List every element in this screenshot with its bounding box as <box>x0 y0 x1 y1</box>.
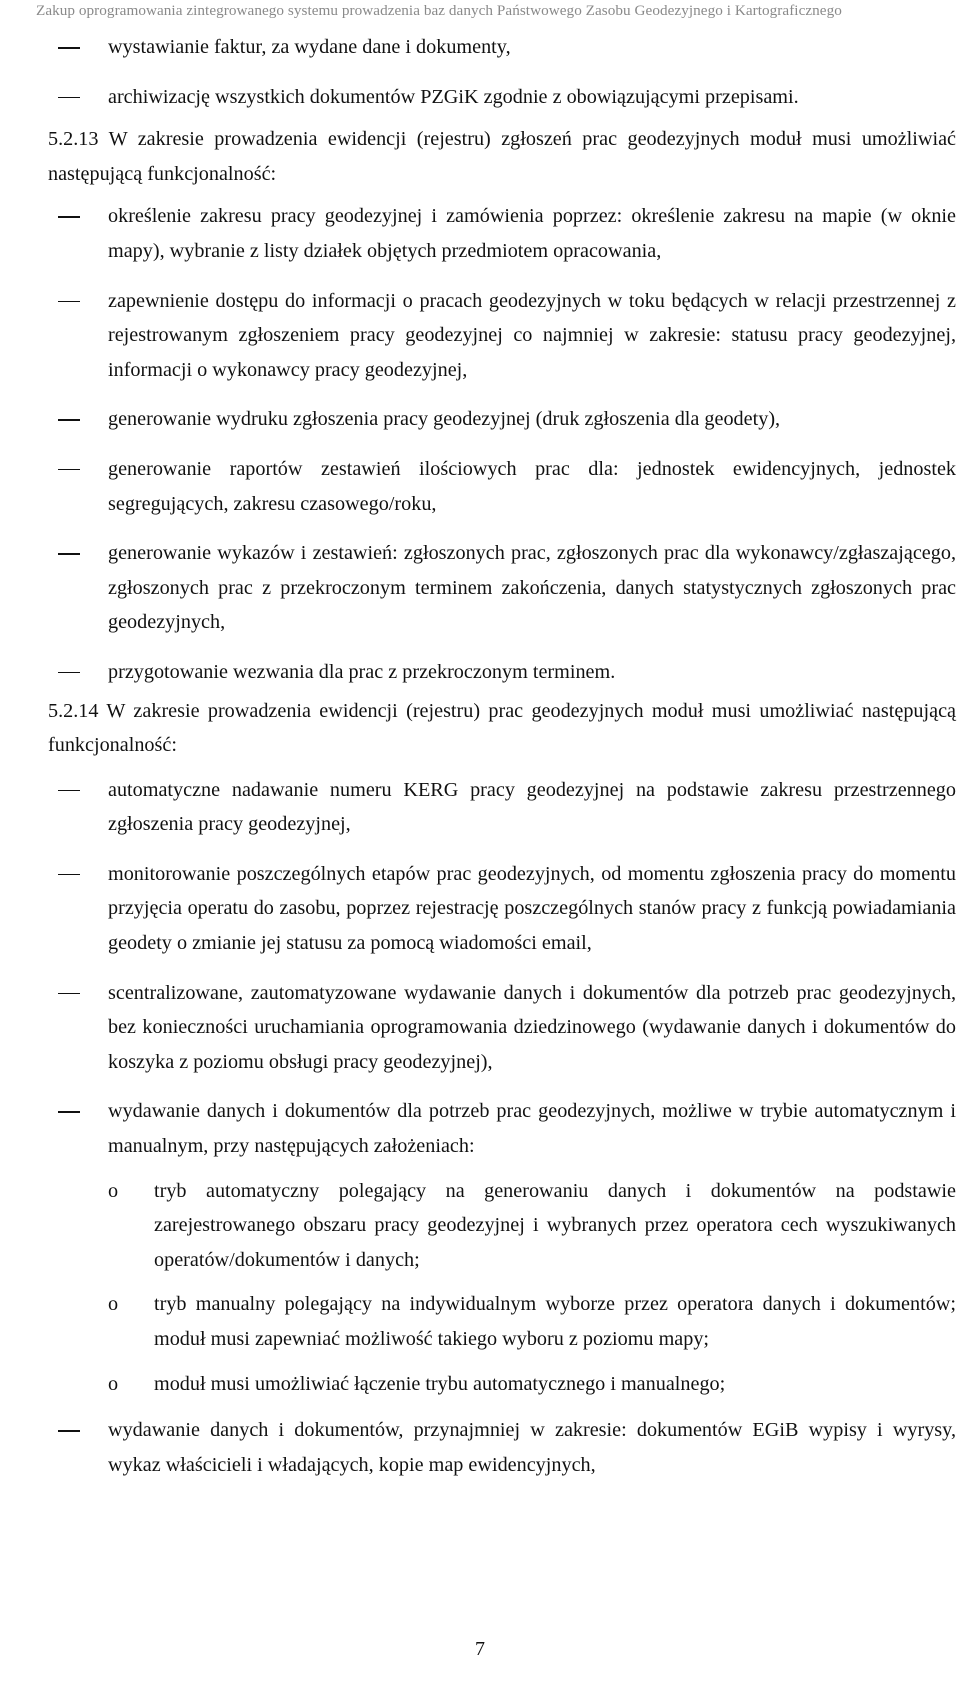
dash-bullet-icon <box>58 553 80 555</box>
list-item: wydawanie danych i dokumentów dla potrzeb prac geodezyjnych, możliwe w trybie automatycznym i manualnym, przy następujących założeniach: <box>78 1094 956 1163</box>
dash-bullet-icon <box>58 993 80 995</box>
list-item: generowanie raportów zestawień ilościowych prac dla: jednostek ewidencyjnych, jednostek segregujących, zakresu czasowego/roku, <box>78 452 956 521</box>
list-item: scentralizowane, zautomatyzowane wydawanie danych i dokumentów dla potrzeb prac geodezyjnych, bez konieczności uruchamiania oprogramowania dziedzinowego (wydawanie danych i dokumentów do koszyka z poziomu obsługi pracy geodezyjnej), <box>78 976 956 1080</box>
document-body <box>48 30 956 1482</box>
dash-bullet-icon <box>58 47 80 49</box>
circle-bullet-icon: o <box>108 1179 119 1202</box>
page-number: 7 <box>475 1638 485 1660</box>
sublist-item: o moduł musi umożliwiać łączenie trybu automatycznego i manualnego; <box>78 1367 956 1402</box>
dash-bullet-icon <box>58 97 80 99</box>
list-item: automatyczne nadawanie numeru KERG pracy geodezyjnej na podstawie zakresu przestrzennego zgłoszenia pracy geodezyjnej, <box>78 773 956 842</box>
dash-bullet-icon <box>58 874 80 876</box>
list-item: generowanie wykazów i zestawień: zgłoszonych prac, zgłoszonych prac dla wykonawcy/zgłaszającego, zgłoszonych prac z przekroczonym terminem zakończenia, danych statystycznych zgłoszonych prac geodezyjnych, <box>78 536 956 640</box>
dash-bullet-icon <box>58 1111 80 1113</box>
list-item: wydawanie danych i dokumentów, przynajmniej w zakresie: dokumentów EGiB wypisy i wyrysy, wykaz właścicieli i władających, kopie map ewidencyjnych, <box>78 1413 956 1482</box>
document-header: Zakup oprogramowania zintegrowanego systemu prowadzenia baz danych Państwowego Zasobu Geodezyjnego i Kartograficznego <box>36 2 842 19</box>
dash-bullet-icon <box>58 469 80 471</box>
list-item: generowanie wydruku zgłoszenia pracy geodezyjnej (druk zgłoszenia dla geodety), <box>78 402 956 437</box>
sublist-item: o tryb automatyczny polegający na generowaniu danych i dokumentów na podstawie zarejestrowanego obszaru pracy geodezyjnej i wybranych przez operatora cech wyszukiwanych operatów/dokumentów i danych; <box>78 1174 956 1278</box>
list-item: określenie zakresu pracy geodezyjnej i zamówienia poprzez: określenie zakresu na mapie (w oknie mapy), wybranie z listy działek objętych przedmiotem opracowania, <box>78 199 956 268</box>
circle-bullet-icon: o <box>108 1293 119 1316</box>
list-item: wystawianie faktur, za wydane dane i dokumenty, <box>78 30 956 65</box>
section-text: W zakresie prowadzenia ewidencji (rejestru) prac geodezyjnych moduł musi umożliwiać następującą funkcjonalność: <box>48 699 956 757</box>
section-5-2-14 <box>48 694 956 763</box>
list-item: zapewnienie dostępu do informacji o pracach geodezyjnych w toku będących w relacji przestrzennej z rejestrowanym zgłoszeniem pracy geodezyjnej co najmniej w zakresie: statusu pracy geodezyjnej, informacji o wykonawcy pracy geodezyjnej, <box>78 284 956 388</box>
dash-bullet-icon <box>58 1430 80 1432</box>
section-number: 5.2.13 <box>48 128 99 151</box>
list-item: przygotowanie wezwania dla prac z przekroczonym terminem. <box>78 655 956 690</box>
dash-bullet-icon <box>58 672 80 674</box>
dash-bullet-icon <box>58 419 80 421</box>
section-number: 5.2.14 <box>48 699 99 722</box>
list-item: monitorowanie poszczególnych etapów prac geodezyjnych, od momentu zgłoszenia pracy do momentu przyjęcia operatu do zasobu, poprzez rejestrację poszczególnych stanów pracy z funkcją powiadamiania geodety o zmianie jej statusu za pomocą wiadomości email, <box>78 857 956 961</box>
sublist-item: o tryb manualny polegający na indywidualnym wyborze przez operatora danych i dokumentów; moduł musi zapewniać możliwość takiego wyboru z poziomu mapy; <box>78 1287 956 1356</box>
dash-bullet-icon <box>58 790 80 792</box>
list-item: archiwizację wszystkich dokumentów PZGiK zgodnie z obowiązującymi przepisami. <box>78 80 956 115</box>
circle-bullet-icon: o <box>108 1372 119 1395</box>
section-text: W zakresie prowadzenia ewidencji (rejestru) zgłoszeń prac geodezyjnych moduł musi umożliwiać następującą funkcjonalność: <box>48 128 956 185</box>
section-5-2-13 <box>48 122 956 191</box>
dash-bullet-icon <box>58 216 80 218</box>
dash-bullet-icon <box>58 301 80 303</box>
